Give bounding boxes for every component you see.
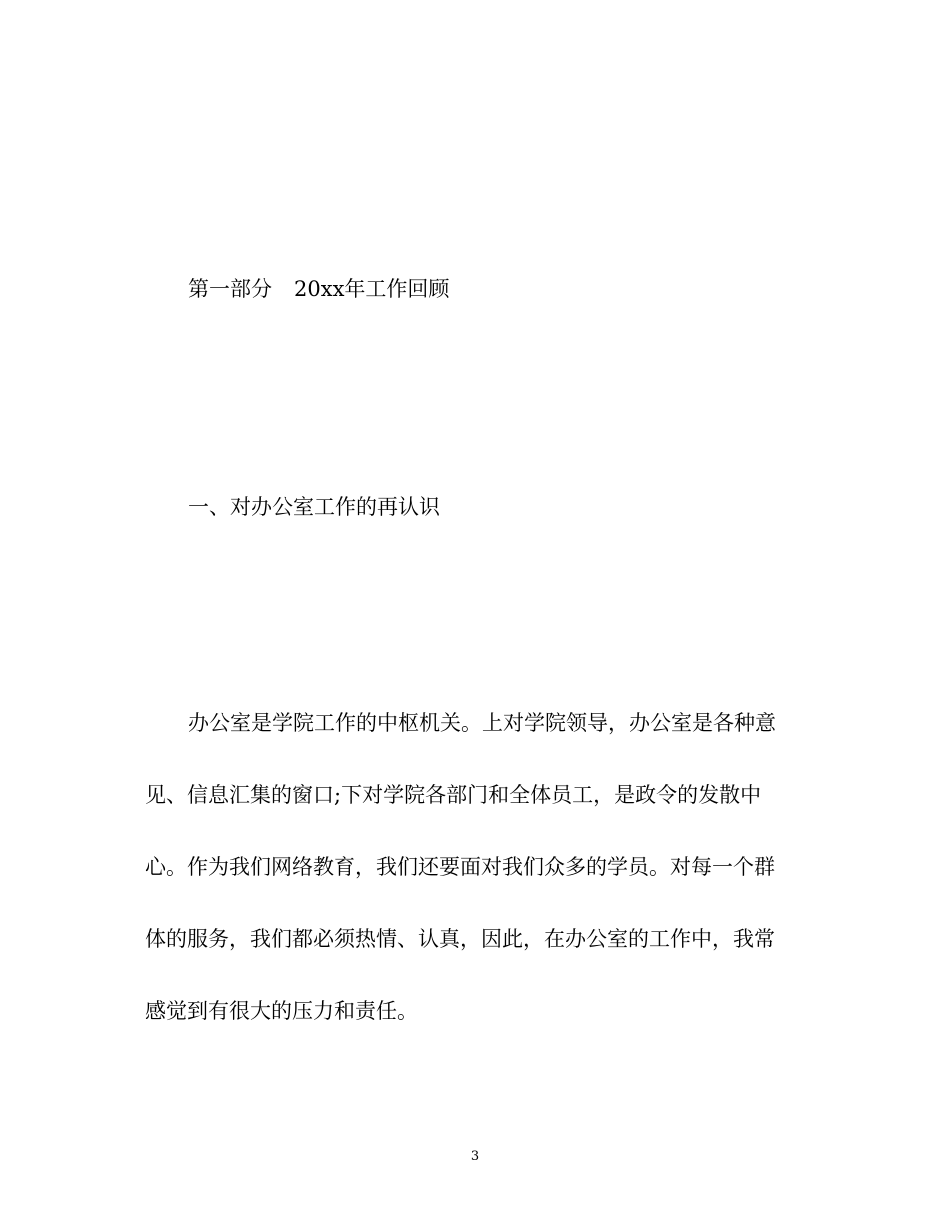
paragraph-line: 体的服务，我们都必须热情、认真，因此，在办公室的工作中，我常: [145, 927, 775, 951]
paragraph-line: 心。作为我们网络教育，我们还要面对我们众多的学员。对每一个群: [145, 855, 775, 879]
part-heading: [188, 274, 449, 304]
paragraph-line: 办公室是学院工作的中枢机关。上对学院领导，办公室是各种意: [188, 711, 776, 735]
body-paragraph: [145, 706, 797, 1066]
paragraph-line: 见、信息汇集的窗口;下对学院各部门和全体员工，是政令的发散中: [145, 783, 762, 807]
paragraph-line: 感觉到有很大的压力和责任。: [145, 999, 418, 1023]
part-heading-label: 第一部分: [188, 277, 272, 301]
section-heading: 一、对办公室工作的再认识: [188, 495, 440, 519]
part-heading-title: 20xx年工作回顾: [294, 277, 450, 301]
page-number: 3: [470, 1149, 480, 1164]
